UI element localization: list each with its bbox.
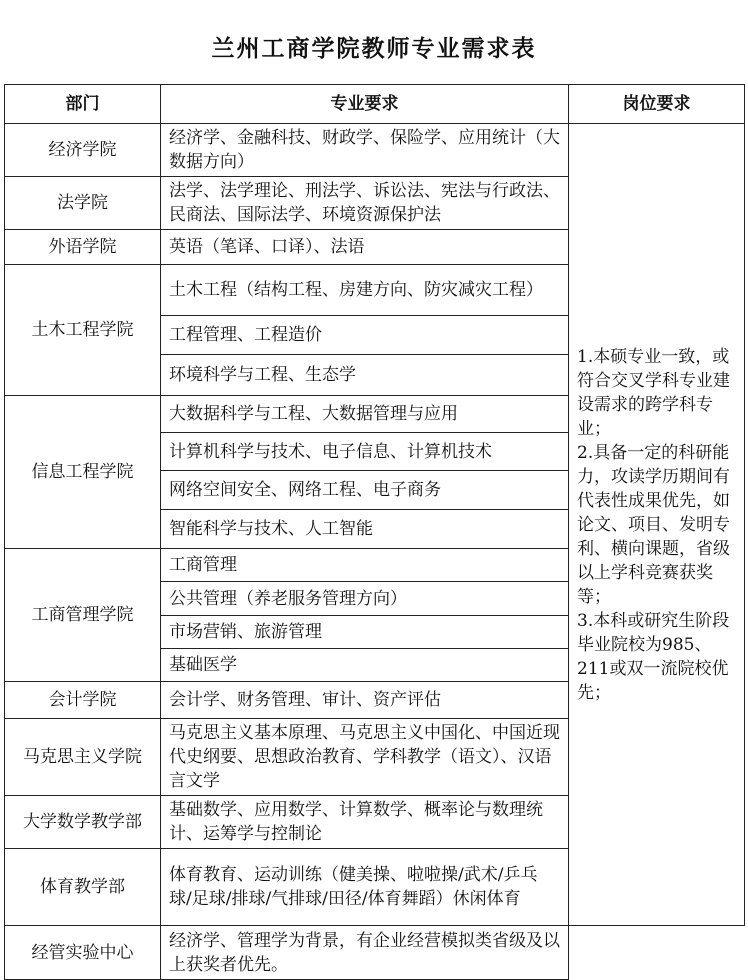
dept-cell: 工商管理学院 — [5, 549, 161, 682]
dept-cell: 外语学院 — [5, 230, 161, 265]
major-cell: 经济学、管理学为背景，有企业经营模拟类省级及以上获奖者优先。 — [161, 926, 569, 980]
major-cell: 会计学、财务管理、审计、资产评估 — [161, 682, 569, 719]
dept-cell: 经管实验中心 — [5, 926, 161, 980]
header-row — [5, 85, 745, 124]
header-dept: 部门 — [5, 85, 161, 124]
header-requirement: 岗位要求 — [569, 85, 745, 124]
dept-cell: 马克思主义学院 — [5, 719, 161, 796]
major-cell: 计算机科学与技术、电子信息、计算机技术 — [161, 433, 569, 471]
dept-cell: 体育教学部 — [5, 849, 161, 926]
requirement-item: 1.本硕专业一致，或符合交叉学科专业建设需求的跨学科专业； — [577, 346, 730, 439]
dept-cell: 大学数学教学部 — [5, 796, 161, 849]
demand-table — [4, 84, 745, 980]
major-cell: 市场营销、旅游管理 — [161, 616, 569, 649]
major-cell: 基础数学、应用数学、计算数学、概率论与数理统计、运筹学与控制论 — [161, 796, 569, 849]
major-cell: 体育教育、运动训练（健美操、啦啦操/武术/乒乓球/足球/排球/气排球/田径/体育舞蹈）休闲体育 — [161, 849, 569, 926]
requirement-cell — [569, 124, 745, 926]
major-cell: 工程管理、工程造价 — [161, 316, 569, 355]
major-cell: 土木工程（结构工程、房建方向、防灾减灾工程） — [161, 265, 569, 316]
major-cell: 法学、法学理论、刑法学、诉讼法、宪法与行政法、民商法、国际法学、环境资源保护法 — [161, 177, 569, 230]
major-cell: 环境科学与工程、生态学 — [161, 355, 569, 396]
major-cell: 基础医学 — [161, 649, 569, 682]
table-row — [5, 926, 745, 980]
table-row — [5, 124, 745, 177]
major-cell: 工商管理 — [161, 549, 569, 582]
major-cell: 智能科学与技术、人工智能 — [161, 510, 569, 549]
major-cell: 公共管理（养老服务管理方向） — [161, 582, 569, 616]
dept-cell: 会计学院 — [5, 682, 161, 719]
major-cell: 大数据科学与工程、大数据管理与应用 — [161, 396, 569, 433]
major-cell: 英语（笔译、口译）、法语 — [161, 230, 569, 265]
dept-cell: 土木工程学院 — [5, 265, 161, 396]
dept-cell: 经济学院 — [5, 124, 161, 177]
requirement-item: 2.具备一定的科研能力，攻读学历期间有代表性成果优先，如论文、项目、发明专利、横向课题，省级以上学科竞赛获奖等； — [577, 442, 730, 607]
dept-cell: 信息工程学院 — [5, 396, 161, 549]
page-title: 兰州工商学院教师专业需求表 — [211, 35, 537, 62]
requirement-item: 3.本科或研究生阶段毕业院校为985、211或双一流院校优先； — [577, 610, 730, 703]
header-major: 专业要求 — [161, 85, 569, 124]
major-cell: 经济学、金融科技、财政学、保险学、应用统计（大数据方向） — [161, 124, 569, 177]
major-cell: 网络空间安全、网络工程、电子商务 — [161, 471, 569, 510]
major-cell: 马克思主义基本原理、马克思主义中国化、中国近现代史纲要、思想政治教育、学科教学（语文）、汉语言文学 — [161, 719, 569, 796]
dept-cell: 法学院 — [5, 177, 161, 230]
